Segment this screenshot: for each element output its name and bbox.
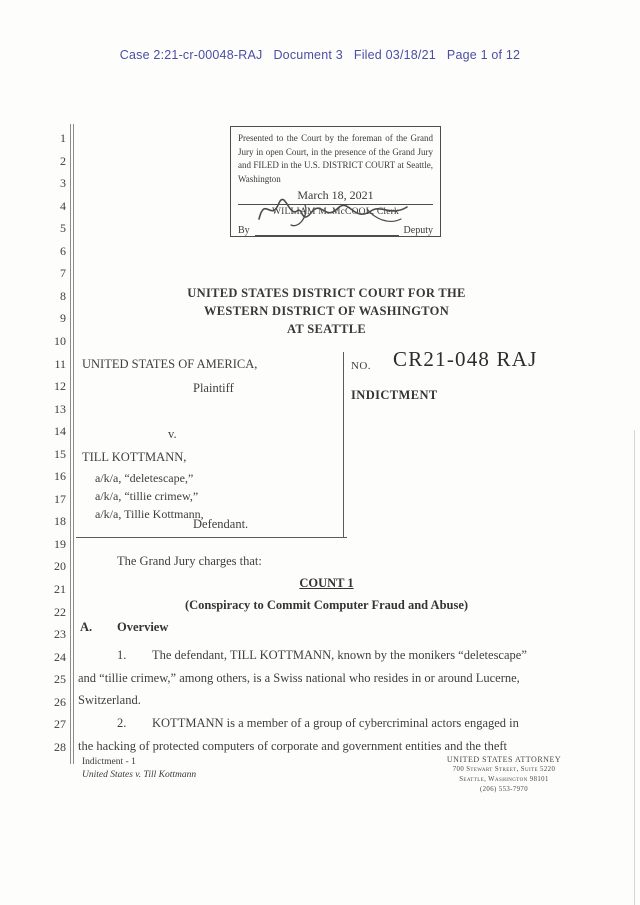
filing-stamp-box [230,126,441,237]
caption-divider-horizontal [76,537,347,538]
scan-edge-line [634,430,635,905]
stamp-date: March 18, 2021 [238,188,433,205]
alias-line: a/k/a, Tillie Kottmann, [95,507,204,521]
line-number: 23 [54,627,66,642]
line-number: 15 [54,446,66,461]
section-title: Overview [117,620,169,634]
paragraph-2-line2: the hacking of protected computers of corporate and government entities and the theft [78,739,508,753]
line-number: 13 [54,401,66,416]
defendant-role: Defendant. [193,517,249,531]
line-number: 8 [60,288,66,303]
alias-line: a/k/a, “deletescape,” [95,471,194,485]
line-number: 19 [54,536,66,551]
line-number: 21 [54,582,66,596]
paragraph-2-line1: KOTTMANN is a member of a group of cybercriminal actors engaged in [152,716,519,730]
alias-line: a/k/a, “tillie crimew,” [95,489,199,503]
footer-attorney-city: Seattle, Washington 98101 [459,776,549,783]
line-number: 9 [60,311,66,326]
caption-divider-vertical [343,352,344,538]
footer-case-name: United States v. Till Kottmann [82,770,197,780]
court-heading-line2: WESTERN DISTRICT OF WASHINGTON [203,304,450,318]
footer-attorney-name: UNITED STATES ATTORNEY [446,755,562,764]
count-subtitle: (Conspiracy to Commit Computer Fraud and Abuse) [184,598,469,612]
defendant-name: TILL KOTTMANN, [82,450,187,464]
pleading-double-rule [70,124,74,764]
paragraph-1-line3: Switzerland. [78,693,141,707]
stamp-by-label: By [238,225,250,236]
ecf-case-header: Case 2:21-cr-00048-RAJ Document 3 Filed 03/18/21 Page 1 of 12 [119,48,521,62]
paragraph-1-line1: The defendant, TILL KOTTMANN, known by the monikers “deletescape” [152,648,527,662]
case-number-label: NO. [351,360,371,372]
line-number: 18 [54,514,66,529]
line-number: 17 [54,491,66,506]
stamp-text: Presented to the Court by the foreman of the Grand Jury in open Court, in the presence of the Grand Jury and FILED in the U.S. DISTRICT COURT at Seattle, Washington [238,133,433,184]
plaintiff-name: UNITED STATES OF AMERICA, [82,357,258,371]
footer-attorney-street: 700 Stewart Street, Suite 5220 [452,766,556,773]
count-title-text: COUNT 1 [299,576,354,590]
indictment-label: INDICTMENT [351,388,438,402]
line-number: 12 [54,379,66,394]
paragraph-1-number: 1. [117,648,127,662]
line-number: 22 [54,604,66,619]
line-number: 25 [54,672,66,687]
line-number: 2 [60,153,66,168]
section-letter: A. [80,620,93,634]
line-number: 1 [60,131,66,145]
line-number: 14 [54,424,66,439]
count-title [78,576,575,591]
line-number: 27 [54,717,66,732]
footer-attorney-block [420,755,588,795]
line-number: 6 [60,243,66,258]
line-number: 20 [54,559,66,574]
stamp-clerk-name: WILLIAM M. McCOOL, Clerk [272,207,399,217]
footer-doc-title: Indictment - 1 [82,757,136,767]
paragraph-1-line2: and “tillie crimew,” among others, is a Swiss national who resides in or around Lucerne, [78,671,520,685]
footer-attorney-phone: (206) 553-7970 [479,786,529,793]
charges-intro: The Grand Jury charges that: [117,554,262,568]
line-number: 26 [54,694,66,709]
court-heading-line1: UNITED STATES DISTRICT COURT FOR THE [187,286,466,300]
line-number: 11 [54,356,66,371]
signature-line [255,225,399,236]
paragraph-2-number: 2. [117,716,127,730]
line-number: 28 [54,739,66,754]
plaintiff-role: Plaintiff [193,381,234,395]
line-number: 4 [60,198,66,213]
case-number-value: CR21-048 RAJ [393,347,538,371]
stamp-deputy-label: Deputy [403,225,433,236]
versus-label: v. [168,427,177,441]
line-number: 10 [54,333,66,348]
stamp-by-row [238,225,433,236]
line-number: 24 [54,649,66,664]
line-number: 5 [60,221,66,236]
court-heading-line3: AT SEATTLE [286,322,367,336]
line-number: 16 [54,469,66,484]
court-heading [78,284,575,338]
line-number: 7 [60,266,66,281]
line-number: 3 [60,176,66,191]
